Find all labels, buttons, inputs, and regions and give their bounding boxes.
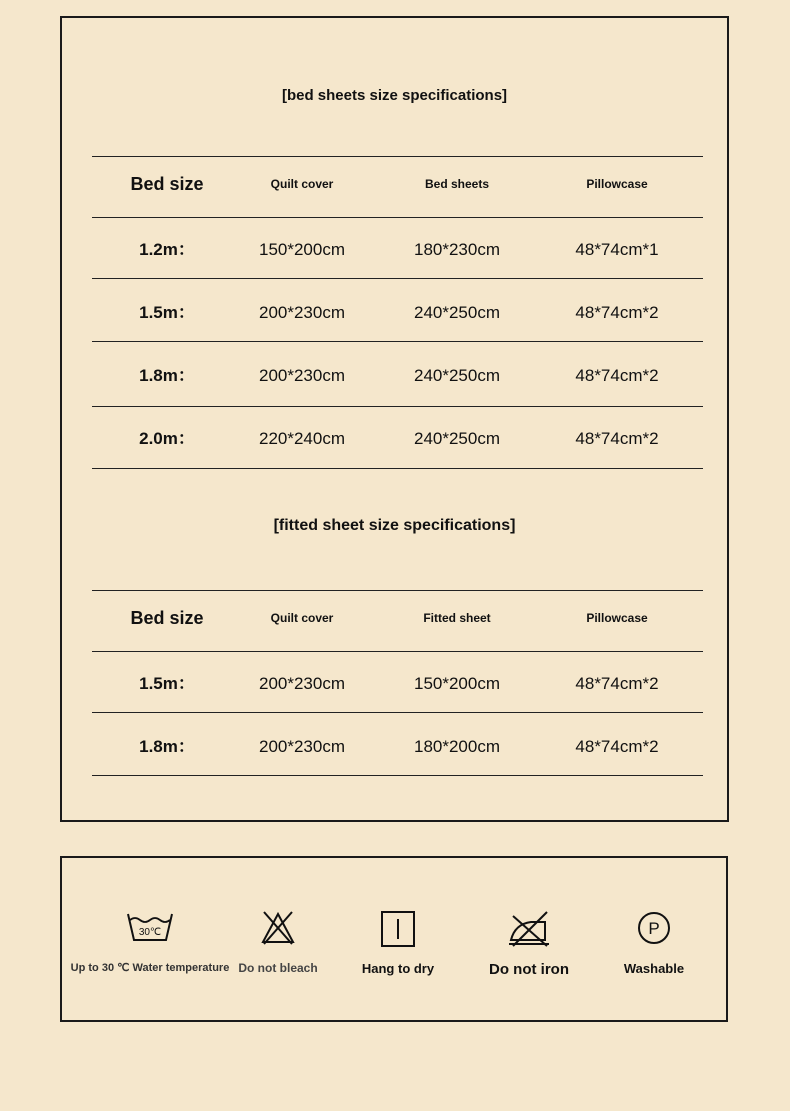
dry-clean-p-icon [636,910,672,946]
header-bed-size: Bed size [130,608,204,628]
fitted-sheet-cell: 150*200cm [413,674,500,693]
quilt-cover-cell: 200*230cm [258,737,345,756]
care-label: Washable [623,961,685,976]
divider [92,651,703,652]
bed-size-cell: 2.0m： [139,429,195,448]
divider [92,278,703,279]
table-row [62,727,727,767]
header-quilt-cover: Quilt cover [270,177,334,191]
quilt-cover-cell: 200*230cm [258,674,345,693]
care-label: Up to 30 ℃ Water temperature [70,962,230,974]
bed-sheets-cell: 240*250cm [413,429,500,448]
care-item-iron [474,858,584,1020]
fitted-sheet-cell: 180*200cm [413,737,500,756]
bed-sheets-title: [bed sheets size specifications] [281,87,508,104]
care-label: Do not iron [489,961,569,978]
divider [92,590,703,591]
divider [92,217,703,218]
bed-size-cell: 1.8m： [139,366,195,385]
table-row [62,419,727,459]
bed-sheets-header-row [62,164,727,204]
divider [92,712,703,713]
header-quilt-cover: Quilt cover [270,611,334,625]
care-item-hang-dry [348,858,448,1020]
pillowcase-cell: 48*74cm*2 [575,674,659,693]
fitted-sheet-header-row [62,598,727,638]
table-row [62,664,727,704]
bed-size-cell: 1.5m： [139,674,195,693]
pillowcase-cell: 48*74cm*2 [575,737,659,756]
no-bleach-icon [260,910,296,946]
table-row [62,230,727,270]
quilt-cover-cell: 200*230cm [258,303,345,322]
bed-size-cell: 1.8m： [139,737,195,756]
wash-30-icon [126,910,174,944]
bed-sheets-cell: 240*250cm [413,366,500,385]
quilt-cover-cell: 220*240cm [258,429,345,448]
pillowcase-cell: 48*74cm*1 [575,240,659,259]
no-iron-icon [507,910,551,948]
care-item-bleach [232,858,324,1020]
hang-dry-icon [380,910,416,948]
quilt-cover-cell: 150*200cm [258,240,345,259]
care-item-washable [602,858,706,1020]
care-item-wash [66,858,234,1020]
svg-text:P: P [648,919,660,938]
care-label: Do not bleach [238,961,318,975]
divider [92,406,703,407]
pillowcase-cell: 48*74cm*2 [575,303,659,322]
divider [92,341,703,342]
svg-text:30℃: 30℃ [138,927,162,938]
divider [92,775,703,776]
bed-sheets-cell: 180*230cm [413,240,500,259]
header-bed-size: Bed size [130,174,204,194]
divider [92,156,703,157]
bed-size-cell: 1.5m： [139,303,195,322]
divider [92,468,703,469]
header-bed-sheets: Bed sheets [424,177,490,191]
header-fitted-sheet: Fitted sheet [423,611,491,625]
fitted-sheet-title: [fitted sheet size specifications] [273,517,516,534]
quilt-cover-cell: 200*230cm [258,366,345,385]
table-row [62,293,727,333]
header-pillowcase: Pillowcase [586,611,648,625]
pillowcase-cell: 48*74cm*2 [575,429,659,448]
size-spec-panel [60,16,729,822]
bed-sheets-cell: 240*250cm [413,303,500,322]
care-instructions-panel [60,856,728,1022]
bed-size-cell: 1.2m： [139,240,195,259]
pillowcase-cell: 48*74cm*2 [575,366,659,385]
table-row [62,356,727,396]
header-pillowcase: Pillowcase [586,177,648,191]
care-label: Hang to dry [361,961,435,976]
